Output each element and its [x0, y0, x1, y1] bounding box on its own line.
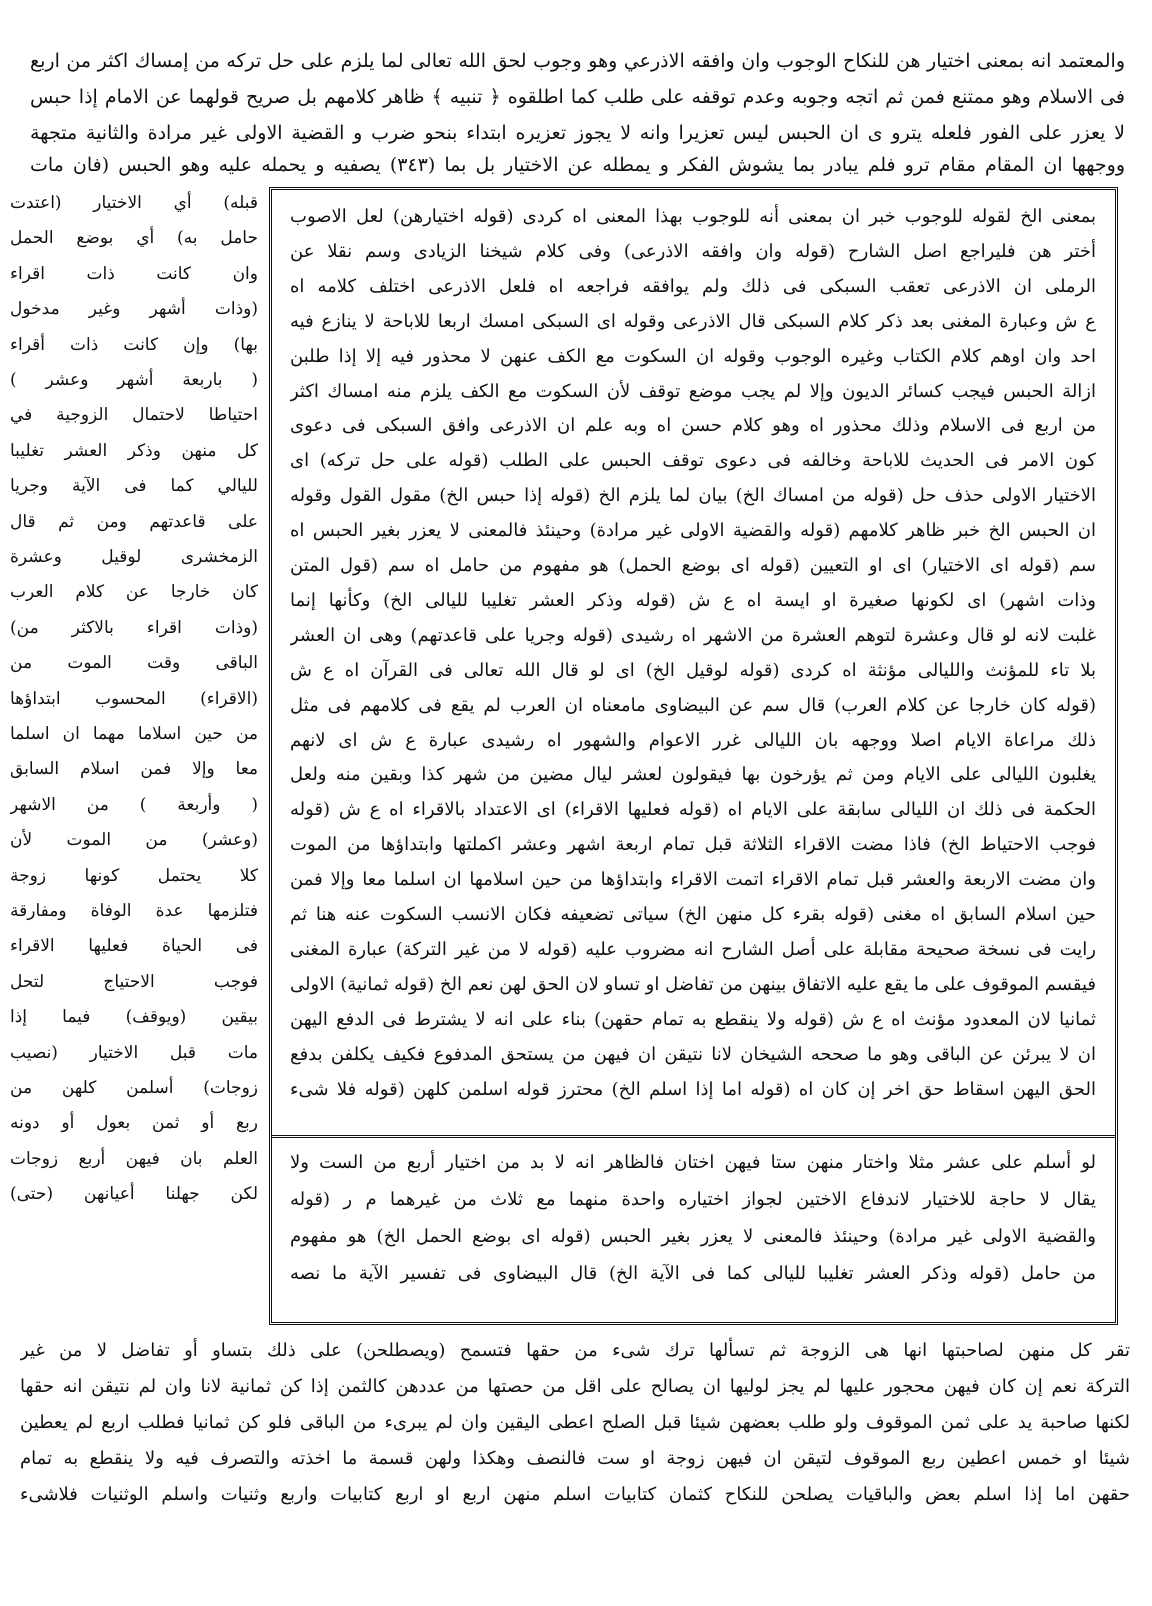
hashiya-line: ذلك مراعاة الايام اصلا ووجهه بان الليالى غرر الاعوام والشهور اه رشيدى عبارة ع ش اى لانهم [290, 729, 1096, 751]
bottom-text-line: التركة نعم إن كان فيهن محجور عليها لم يجز لوليها ان يصالح على اقل من حصتها من عددهن كالثمن إذا كن ثمانية لانا وان لم نتيقن انه حقها [20, 1376, 1130, 1397]
side-line: من حين اسلاما مهما ان اسلما [10, 724, 258, 744]
side-line: فوجب الاحتياج لتحل [10, 971, 258, 992]
hashiya2-line: يقال لا حاجة للاختيار لاندفاع الاختين لجواز اختياره واحدة منهما مع ثلاث من غيرهما م ر (قوله [290, 1189, 1096, 1210]
side-line: بها) وإن كانت ذات أقراء [10, 334, 258, 355]
hashiya-divider [272, 1135, 1115, 1138]
side-line: كل منهن وذكر العشر تغليبا [10, 440, 258, 461]
hashiya-line: الاختيار الاولى حذف حل (قوله من امساك الخ) بيان لما يلزم الخ (قوله إذا حبس الخ) مقول القول وقوله [290, 485, 1096, 507]
hashiya2-line: والقضية الاولى غير مرادة) وحينئذ فالمعنى لا يعزر بغير الحبس (قوله اى بوضع الحمل الخ) هو مفهوم [290, 1226, 1096, 1247]
side-line: الباقى وقت الموت من [10, 653, 258, 674]
hashiya-line: ثمانيا لان المعدود مؤنث اه ع ش (قوله ولا ينقطع به تمام حقهن) بناء على انه لا يشترط فى الدفع اليهن [290, 1008, 1096, 1030]
hashiya-line: الحكمة فى ذلك ان الليالى سابقة على الايام اه (قوله فعليها الاقراء) اى الاعتداد بالاقراء اه ع ش (قوله [290, 799, 1096, 821]
hashiya-line: بلا تاء للمؤنث والليالى مؤنثة اه كردى (قوله لوقيل الخ) اى لو قال الله تعالى فى القرآن اه ع ش [290, 659, 1096, 681]
side-line: فتلزمها عدة الوفاة ومفارقة [10, 901, 258, 921]
bottom-text-line: حقهن اما إذا اسلم بعض والباقيات يصلحن للنكاح كثمان كتابيات اسلم منهن اربع او اربع كتابيات واربع وثنيات واسلم الوثنيات فلاشىء [20, 1484, 1130, 1505]
side-line: كان خارجا عن كلام العرب [10, 582, 258, 603]
hashiya-line: يغلبون الليالى على الايام ومن ثم يؤرخون بها فيقولون لعشر ليال مضين من شهر كذا وبقين منه ولعل [290, 764, 1096, 786]
side-line: فى الحياة فعليها الاقراء [10, 936, 258, 957]
hashiya-line: ازالة الحبس فيجب كسائر الديون وإلا لم يجب موضع توقف لأن السكوت مع الكف يلزم منه امساك اكثر [290, 380, 1096, 402]
hashiya-line: فيقسم الموقوف على ما يقع عليه الاتفاق بينهن من تفاضل او تساو لان الحق لهن نعم الخ (قوله ثمانية) الاولى [290, 973, 1096, 995]
side-line: (وعشر) من الموت لأن [10, 830, 258, 851]
top-text-line: ووجهها ان المقام مقام ترو فلم يبادر بما يشوش الفكر و يمطله عن الاختيار بل بما (٣٤٣) يصفيه و يحمله عليه وهو الحبس (فان مات [30, 154, 1125, 176]
side-line: ربع أو ثمن بعول أو دونه [10, 1113, 258, 1134]
hashiya2-line: لو أسلم على عشر مثلا واختار منهن ستا فيهن اختان فالظاهر انه لا بد من اختيار أربع من الست ولا [290, 1152, 1096, 1173]
top-text-line: فى الاسلام وهو ممتنع فمن ثم اتجه وجوبه وعدم توقفه على طلب كما اطلقوه ﴿ تنبيه ﴾ ظاهر كلامهم بل صريح قولهما عن الامام إذا حبس [30, 86, 1125, 108]
side-line: بيقين (ويوقف) فيما إذا [10, 1007, 258, 1028]
hashiya-line: الرملى ان الاذرعى تعقب السبكى فى ذلك ولم يوافقه فراجعه اه فلعل الاذرعى اختلف كلامه اه [290, 275, 1096, 297]
side-line: الزمخشرى لوقيل وعشرة [10, 547, 258, 567]
hashiya2-line: من حامل (قوله وذكر العشر تغليبا لليالى كما فى الآية الخ) قال البيضاوى فى تفسير الآية ما نصه [290, 1263, 1096, 1284]
side-line: قبله) أي الاختيار (اعتدت [10, 193, 258, 213]
hashiya-line: الحق اليهن اسقاط حق اخر إن كان اه (قوله اما إذا اسلم الخ) محترز قوله اسلمن كلهن (قوله فلا شىء [290, 1078, 1096, 1100]
hashiya-line: فوجب الاحتياط الخ) فاذا مضت الاقراء الثلاثة قبل تمام اربعة اشهر وعشر اكملتها وابتداؤها من الموت [290, 834, 1096, 856]
hashiya-line: غلبت لانه لو قال وعشرة لتوهم العشرة من الاشهر اه رشيدى (قوله وجريا على قاعدتهم) وهى ان العشر [290, 624, 1096, 646]
hashiya-line: وان مضت الاربعة والعشر قبل تمام الاقراء اتمت الاقراء وابتداؤها من حين اسلامها ان اسلما معا وإلا فمن [290, 869, 1096, 891]
hashiya-line: سم (قوله اى الاختيار) اى او التعيين (قوله اى بوضع الحمل) هو مفهوم من حامل اه سم (قول المتن [290, 555, 1096, 576]
side-line: لليالي كما فى الآية وجريا [10, 476, 258, 497]
hashiya-line: بمعنى الخ لقوله للوجوب خبر ان بمعنى أنه للوجوب بهذا المعنى اه كردى (قوله اختيارهن) لعل الاصوب [290, 206, 1096, 227]
side-line: ( باربعة أشهر وعشر ) [10, 370, 258, 390]
side-line: العلم بان فيهن أربع زوجات [10, 1148, 258, 1169]
side-line: مات قبل الاختيار (نصيب [10, 1042, 258, 1063]
side-line: ( وأربعة ) من الاشهر [10, 794, 258, 815]
hashiya-line: ع ش وعبارة المغنى بعد ذكر كلام السبكى قال الاذرعى وقوله اى السبكى امسك اربعا للاباحة لا ينازع فيه [290, 310, 1096, 332]
side-line: (الاقراء) المحسوب ابتداؤها [10, 688, 258, 709]
hashiya-line: وذات اشهر) اى لكونها صغيرة او ايسة اه ع ش (قوله وذكر العشر تغليبا لليالى الخ) وكأنها إنما [290, 589, 1096, 611]
side-line: لكن جهلنا أعيانهن (حتى) [10, 1184, 258, 1205]
hashiya-line: من اربع فى الاسلام وذلك محذور اه وهو كلام حسن اه وبه علم ان الاذرعى وافق السبكى فى دعوى [290, 415, 1096, 437]
side-line: وان كانت ذات اقراء [10, 263, 258, 284]
hashiya-line: ان لا يبرئن عن الباقى وهو ما صححه الشيخان لانا نتيقن ان فيهن من يستحق المدفوع فكيف يكلفن بدفع [290, 1043, 1096, 1065]
side-line: زوجات) أسلمن كلهن من [10, 1078, 258, 1098]
hashiya-line: حين اسلام السابق اه مغنى (قوله بقرء كل منهن الخ) سياتى تضعيفه فكان الانسب السكوت عنه هنا ثم [290, 904, 1096, 925]
bottom-text-line: تقر كل منهن لصاحبتها انها هى الزوجة ثم تسألها ترك شىء من حقها فتسمح (ويصطلحن) على ذلك بتساو أو تفاضل لا من غير [20, 1340, 1130, 1361]
side-line: حامل به) أي بوضع الحمل [10, 228, 258, 249]
side-line: على قاعدتهم ومن ثم قال [10, 511, 258, 532]
hashiya-line: ان الحبس الخ خبر ظاهر كلامهم (قوله والقضية الاولى غير مرادة) وحينئذ فالمعنى لا يعزر بغير الحبس اه [290, 520, 1096, 542]
bottom-text-line: لكنها صاحبة يد على ثمن الموقوف ولو طلب بعضهن شيئا قبل الصلح اعطى اليقين وان لم يبرىء من الباقى فلو كن ثمانيا فطلب اربع لم يعطين [20, 1412, 1130, 1433]
hashiya-line: أختر هن فليراجع اصل الشارح (قوله وان وافقه الاذرعى) وفى كلام شيخنا الزيادى وسم نقلا عن [290, 240, 1096, 262]
bottom-text-line: شيئا او خمس اعطين ربع الموقوف لتيقن ان فيهن زوجة او ست فالنصف وهكذا ولهن قسمة ما اخذته والتصرف فيه ولا ينقطع به تمام [20, 1448, 1130, 1469]
top-text-line: لا يعزر على الفور فلعله يترو ى ان الحبس ليس تعزيرا وانه لا يجوز تعزيره ابتداء بنحو ضرب و القضية الاولى غير مرادة والثانية متجهة [30, 122, 1125, 144]
side-line: (وذات اقراء بالاكثر من) [10, 617, 258, 638]
hashiya-line: رايت فى نسخة صحيحة مقابلة على أصل الشارح انه مضروب عليه (قوله لا من غير التركة) عبارة المغنى [290, 938, 1096, 960]
hashiya-line: (قوله كان خارجا عن كلام العرب) قال سم عن البيضاوى مامعناه ان العرب لم يقع فى كلامهم فى مثل [290, 694, 1096, 716]
side-line: معا وإلا فمن اسلام السابق [10, 759, 258, 780]
top-text-line: والمعتمد انه بمعنى اختيار هن للنكاح الوجوب وان وافقه الاذرعي وهو وجوب لحق الله تعالى لما يلزم على حل تركه من إمساك اكثر من اربع [30, 50, 1125, 72]
side-line: (وذات أشهر وغير مدخول [10, 299, 258, 320]
hashiya-line: كون الامر فى الحديث للاباحة وخالفه فى دعوى توقف الحبس على الطلب (قوله على حل تركه) اى [290, 450, 1096, 472]
hashiya-line: احد وان اوهم كلام الكتاب وغيره الوجوب وقوله ان السكوت مع الكف عنهن لا محذور فيه إلا إذا طلبن [290, 345, 1096, 367]
side-line: كلا يحتمل كونها زوجة [10, 865, 258, 886]
side-line: احتياطا لاحتمال الزوجية في [10, 405, 258, 426]
